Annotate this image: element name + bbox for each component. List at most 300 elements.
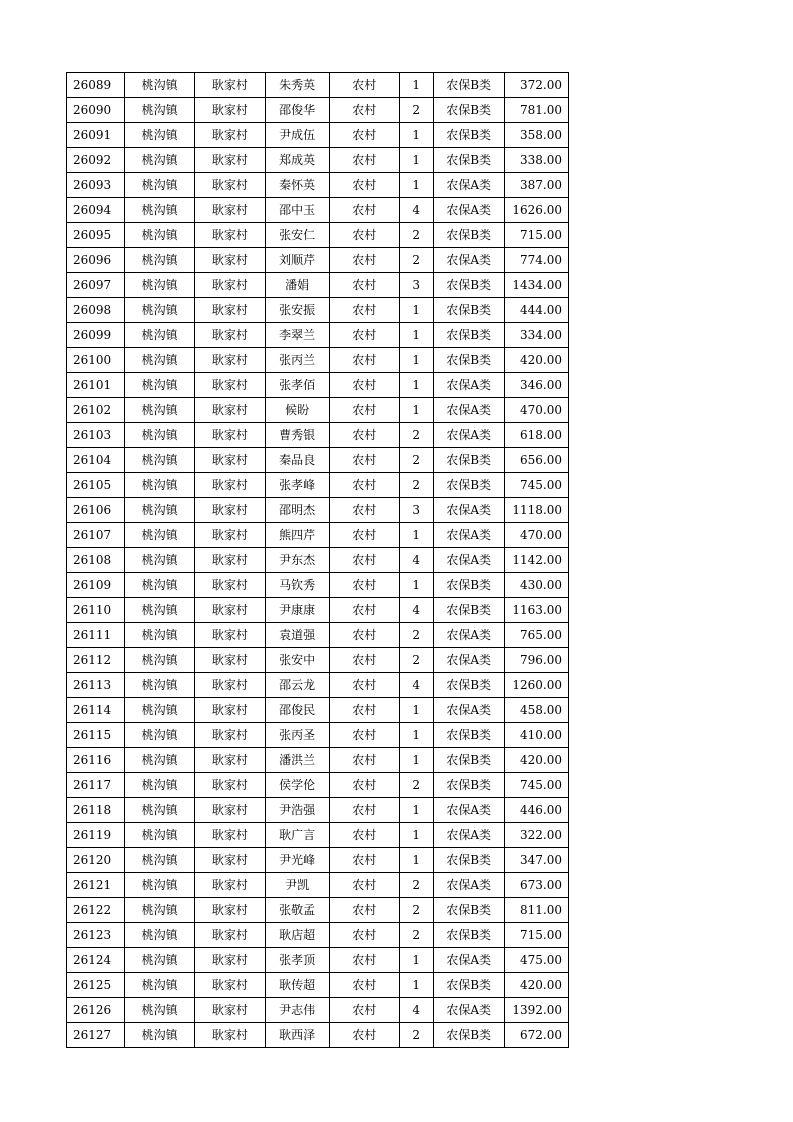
record-id-cell: 26092 [67,148,125,173]
household-type-cell: 农村 [329,248,399,273]
record-id-cell: 26116 [67,748,125,773]
name-cell: 耿广言 [265,823,329,848]
amount-cell: 420.00 [504,348,568,373]
household-type-cell: 农村 [329,1023,399,1048]
member-count-cell: 2 [399,223,433,248]
record-id-cell: 26102 [67,398,125,423]
record-id-cell: 26112 [67,648,125,673]
town-cell: 桃沟镇 [125,748,195,773]
amount-cell: 1434.00 [504,273,568,298]
name-cell: 秦怀英 [265,173,329,198]
table-row [67,373,569,398]
table-row [67,848,569,873]
insurance-category-cell: 农保B类 [433,98,504,123]
name-cell: 马钦秀 [265,573,329,598]
village-cell: 耿家村 [195,848,265,873]
table-row [67,973,569,998]
insurance-category-cell: 农保A类 [433,248,504,273]
town-cell: 桃沟镇 [125,173,195,198]
member-count-cell: 1 [399,748,433,773]
record-id-cell: 26107 [67,523,125,548]
name-cell: 邵明杰 [265,498,329,523]
name-cell: 邵俊民 [265,698,329,723]
member-count-cell: 4 [399,998,433,1023]
member-count-cell: 1 [399,523,433,548]
record-id-cell: 26104 [67,448,125,473]
household-type-cell: 农村 [329,748,399,773]
name-cell: 尹凯 [265,873,329,898]
table-row [67,348,569,373]
member-count-cell: 1 [399,573,433,598]
household-type-cell: 农村 [329,948,399,973]
member-count-cell: 2 [399,873,433,898]
village-cell: 耿家村 [195,973,265,998]
member-count-cell: 1 [399,798,433,823]
insurance-category-cell: 农保B类 [433,448,504,473]
member-count-cell: 4 [399,598,433,623]
amount-cell: 1118.00 [504,498,568,523]
table-row [67,523,569,548]
town-cell: 桃沟镇 [125,573,195,598]
insurance-category-cell: 农保B类 [433,723,504,748]
record-id-cell: 26095 [67,223,125,248]
amount-cell: 444.00 [504,298,568,323]
amount-cell: 781.00 [504,98,568,123]
name-cell: 张丙兰 [265,348,329,373]
amount-cell: 430.00 [504,573,568,598]
table-row [67,498,569,523]
record-id-cell: 26117 [67,773,125,798]
member-count-cell: 1 [399,848,433,873]
record-id-cell: 26120 [67,848,125,873]
village-cell: 耿家村 [195,523,265,548]
village-cell: 耿家村 [195,748,265,773]
table-row [67,148,569,173]
record-id-cell: 26093 [67,173,125,198]
table-row [67,198,569,223]
amount-cell: 458.00 [504,698,568,723]
village-cell: 耿家村 [195,998,265,1023]
household-type-cell: 农村 [329,698,399,723]
table-row [67,573,569,598]
member-count-cell: 2 [399,98,433,123]
village-cell: 耿家村 [195,73,265,98]
town-cell: 桃沟镇 [125,423,195,448]
record-id-cell: 26113 [67,673,125,698]
table-row [67,173,569,198]
member-count-cell: 1 [399,148,433,173]
village-cell: 耿家村 [195,123,265,148]
insurance-category-cell: 农保B类 [433,473,504,498]
amount-cell: 410.00 [504,723,568,748]
town-cell: 桃沟镇 [125,148,195,173]
record-id-cell: 26097 [67,273,125,298]
member-count-cell: 2 [399,448,433,473]
name-cell: 张孝佰 [265,373,329,398]
record-id-cell: 26125 [67,973,125,998]
amount-cell: 1260.00 [504,673,568,698]
member-count-cell: 4 [399,198,433,223]
member-count-cell: 4 [399,548,433,573]
household-type-cell: 农村 [329,148,399,173]
name-cell: 张安仁 [265,223,329,248]
name-cell: 秦品良 [265,448,329,473]
insurance-category-cell: 农保A类 [433,698,504,723]
record-id-cell: 26099 [67,323,125,348]
village-cell: 耿家村 [195,698,265,723]
household-type-cell: 农村 [329,448,399,473]
town-cell: 桃沟镇 [125,773,195,798]
village-cell: 耿家村 [195,498,265,523]
insurance-category-cell: 农保B类 [433,273,504,298]
amount-cell: 745.00 [504,473,568,498]
table-body [67,73,569,1048]
village-cell: 耿家村 [195,898,265,923]
household-type-cell: 农村 [329,123,399,148]
amount-cell: 796.00 [504,648,568,673]
village-cell: 耿家村 [195,323,265,348]
name-cell: 李翠兰 [265,323,329,348]
village-cell: 耿家村 [195,298,265,323]
insurance-category-cell: 农保A类 [433,798,504,823]
amount-cell: 420.00 [504,748,568,773]
amount-cell: 334.00 [504,323,568,348]
amount-cell: 618.00 [504,423,568,448]
name-cell: 耿店超 [265,923,329,948]
record-id-cell: 26114 [67,698,125,723]
insurance-category-cell: 农保A类 [433,623,504,648]
insurance-category-cell: 农保B类 [433,973,504,998]
record-id-cell: 26108 [67,548,125,573]
village-cell: 耿家村 [195,98,265,123]
village-cell: 耿家村 [195,548,265,573]
household-type-cell: 农村 [329,423,399,448]
household-type-cell: 农村 [329,623,399,648]
table-row [67,648,569,673]
household-type-cell: 农村 [329,223,399,248]
town-cell: 桃沟镇 [125,973,195,998]
amount-cell: 656.00 [504,448,568,473]
table-row [67,398,569,423]
name-cell: 尹东杰 [265,548,329,573]
village-cell: 耿家村 [195,473,265,498]
name-cell: 曹秀银 [265,423,329,448]
household-type-cell: 农村 [329,273,399,298]
town-cell: 桃沟镇 [125,473,195,498]
name-cell: 朱秀英 [265,73,329,98]
record-id-cell: 26121 [67,873,125,898]
town-cell: 桃沟镇 [125,273,195,298]
village-cell: 耿家村 [195,648,265,673]
name-cell: 耿传超 [265,973,329,998]
household-type-cell: 农村 [329,848,399,873]
insurance-category-cell: 农保B类 [433,73,504,98]
member-count-cell: 2 [399,773,433,798]
member-count-cell: 1 [399,123,433,148]
insurance-category-cell: 农保B类 [433,848,504,873]
town-cell: 桃沟镇 [125,798,195,823]
member-count-cell: 1 [399,398,433,423]
member-count-cell: 2 [399,423,433,448]
name-cell: 袁道强 [265,623,329,648]
insurance-category-cell: 农保B类 [433,148,504,173]
town-cell: 桃沟镇 [125,923,195,948]
member-count-cell: 1 [399,973,433,998]
household-type-cell: 农村 [329,798,399,823]
table-row [67,998,569,1023]
member-count-cell: 1 [399,948,433,973]
table-row [67,223,569,248]
insurance-category-cell: 农保A类 [433,873,504,898]
insurance-category-cell: 农保A类 [433,398,504,423]
amount-cell: 811.00 [504,898,568,923]
insurance-category-cell: 农保A类 [433,423,504,448]
name-cell: 邵中玉 [265,198,329,223]
amount-cell: 715.00 [504,223,568,248]
household-type-cell: 农村 [329,573,399,598]
village-cell: 耿家村 [195,723,265,748]
village-cell: 耿家村 [195,173,265,198]
town-cell: 桃沟镇 [125,73,195,98]
insurance-category-cell: 农保A类 [433,823,504,848]
household-type-cell: 农村 [329,198,399,223]
village-cell: 耿家村 [195,423,265,448]
insurance-category-cell: 农保A类 [433,498,504,523]
amount-cell: 387.00 [504,173,568,198]
member-count-cell: 3 [399,498,433,523]
village-cell: 耿家村 [195,1023,265,1048]
household-type-cell: 农村 [329,998,399,1023]
insurance-category-cell: 农保B类 [433,773,504,798]
insurance-category-cell: 农保B类 [433,573,504,598]
name-cell: 郑成英 [265,148,329,173]
village-cell: 耿家村 [195,148,265,173]
village-cell: 耿家村 [195,673,265,698]
town-cell: 桃沟镇 [125,373,195,398]
town-cell: 桃沟镇 [125,298,195,323]
insurance-category-cell: 农保A类 [433,948,504,973]
village-cell: 耿家村 [195,448,265,473]
table-row [67,823,569,848]
household-type-cell: 农村 [329,973,399,998]
record-id-cell: 26091 [67,123,125,148]
record-id-cell: 26100 [67,348,125,373]
amount-cell: 475.00 [504,948,568,973]
town-cell: 桃沟镇 [125,248,195,273]
town-cell: 桃沟镇 [125,523,195,548]
village-cell: 耿家村 [195,348,265,373]
household-type-cell: 农村 [329,498,399,523]
town-cell: 桃沟镇 [125,498,195,523]
record-id-cell: 26109 [67,573,125,598]
amount-cell: 1142.00 [504,548,568,573]
amount-cell: 347.00 [504,848,568,873]
name-cell: 尹浩强 [265,798,329,823]
member-count-cell: 3 [399,273,433,298]
village-cell: 耿家村 [195,398,265,423]
amount-cell: 420.00 [504,973,568,998]
member-count-cell: 2 [399,473,433,498]
household-type-cell: 农村 [329,598,399,623]
town-cell: 桃沟镇 [125,123,195,148]
record-id-cell: 26119 [67,823,125,848]
town-cell: 桃沟镇 [125,398,195,423]
village-cell: 耿家村 [195,623,265,648]
amount-cell: 346.00 [504,373,568,398]
record-id-cell: 26098 [67,298,125,323]
insurance-category-cell: 农保A类 [433,998,504,1023]
village-cell: 耿家村 [195,373,265,398]
town-cell: 桃沟镇 [125,698,195,723]
table-row [67,98,569,123]
name-cell: 尹康康 [265,598,329,623]
name-cell: 尹志伟 [265,998,329,1023]
member-count-cell: 1 [399,323,433,348]
town-cell: 桃沟镇 [125,198,195,223]
table-row [67,773,569,798]
village-cell: 耿家村 [195,598,265,623]
town-cell: 桃沟镇 [125,623,195,648]
town-cell: 桃沟镇 [125,948,195,973]
name-cell: 邵云龙 [265,673,329,698]
amount-cell: 672.00 [504,1023,568,1048]
amount-cell: 338.00 [504,148,568,173]
village-cell: 耿家村 [195,198,265,223]
member-count-cell: 2 [399,923,433,948]
member-count-cell: 1 [399,73,433,98]
member-count-cell: 1 [399,173,433,198]
amount-cell: 673.00 [504,873,568,898]
name-cell: 潘洪兰 [265,748,329,773]
town-cell: 桃沟镇 [125,648,195,673]
member-count-cell: 1 [399,348,433,373]
household-type-cell: 农村 [329,348,399,373]
record-id-cell: 26124 [67,948,125,973]
household-type-cell: 农村 [329,923,399,948]
town-cell: 桃沟镇 [125,323,195,348]
village-cell: 耿家村 [195,248,265,273]
record-id-cell: 26096 [67,248,125,273]
amount-cell: 745.00 [504,773,568,798]
record-id-cell: 26106 [67,498,125,523]
name-cell: 耿西泽 [265,1023,329,1048]
town-cell: 桃沟镇 [125,348,195,373]
record-id-cell: 26110 [67,598,125,623]
town-cell: 桃沟镇 [125,448,195,473]
member-count-cell: 1 [399,723,433,748]
town-cell: 桃沟镇 [125,1023,195,1048]
table-row [67,948,569,973]
amount-cell: 765.00 [504,623,568,648]
record-id-cell: 26089 [67,73,125,98]
household-type-cell: 农村 [329,773,399,798]
record-id-cell: 26103 [67,423,125,448]
table-row [67,73,569,98]
member-count-cell: 1 [399,373,433,398]
household-type-cell: 农村 [329,323,399,348]
name-cell: 张安振 [265,298,329,323]
table-row [67,698,569,723]
insurance-category-cell: 农保A类 [433,648,504,673]
village-cell: 耿家村 [195,573,265,598]
amount-cell: 470.00 [504,523,568,548]
household-type-cell: 农村 [329,373,399,398]
village-cell: 耿家村 [195,223,265,248]
member-count-cell: 2 [399,248,433,273]
household-type-cell: 农村 [329,173,399,198]
town-cell: 桃沟镇 [125,873,195,898]
table-row [67,873,569,898]
record-id-cell: 26105 [67,473,125,498]
record-id-cell: 26101 [67,373,125,398]
name-cell: 张孝顶 [265,948,329,973]
member-count-cell: 1 [399,698,433,723]
table-row [67,623,569,648]
insurance-category-cell: 农保B类 [433,923,504,948]
name-cell: 尹光峰 [265,848,329,873]
record-id-cell: 26111 [67,623,125,648]
record-id-cell: 26127 [67,1023,125,1048]
records-table [66,72,569,1048]
name-cell: 尹成伍 [265,123,329,148]
amount-cell: 358.00 [504,123,568,148]
insurance-category-cell: 农保B类 [433,598,504,623]
table-row [67,248,569,273]
town-cell: 桃沟镇 [125,223,195,248]
record-id-cell: 26123 [67,923,125,948]
household-type-cell: 农村 [329,823,399,848]
household-type-cell: 农村 [329,723,399,748]
town-cell: 桃沟镇 [125,898,195,923]
name-cell: 张安中 [265,648,329,673]
name-cell: 侯学伦 [265,773,329,798]
record-id-cell: 26118 [67,798,125,823]
amount-cell: 446.00 [504,798,568,823]
name-cell: 张孝峰 [265,473,329,498]
town-cell: 桃沟镇 [125,98,195,123]
table-row [67,673,569,698]
household-type-cell: 农村 [329,73,399,98]
insurance-category-cell: 农保B类 [433,898,504,923]
insurance-category-cell: 农保A类 [433,373,504,398]
insurance-category-cell: 农保B类 [433,673,504,698]
record-id-cell: 26090 [67,98,125,123]
name-cell: 邵俊华 [265,98,329,123]
member-count-cell: 2 [399,1023,433,1048]
member-count-cell: 2 [399,648,433,673]
town-cell: 桃沟镇 [125,598,195,623]
table-row [67,423,569,448]
table-row [67,273,569,298]
insurance-category-cell: 农保B类 [433,223,504,248]
amount-cell: 1392.00 [504,998,568,1023]
insurance-category-cell: 农保B类 [433,298,504,323]
amount-cell: 774.00 [504,248,568,273]
table-row [67,323,569,348]
household-type-cell: 农村 [329,523,399,548]
table-row [67,923,569,948]
table-row [67,1023,569,1048]
insurance-category-cell: 农保A类 [433,198,504,223]
amount-cell: 715.00 [504,923,568,948]
amount-cell: 470.00 [504,398,568,423]
record-id-cell: 26115 [67,723,125,748]
town-cell: 桃沟镇 [125,723,195,748]
household-type-cell: 农村 [329,548,399,573]
household-type-cell: 农村 [329,398,399,423]
table-row [67,598,569,623]
amount-cell: 1626.00 [504,198,568,223]
